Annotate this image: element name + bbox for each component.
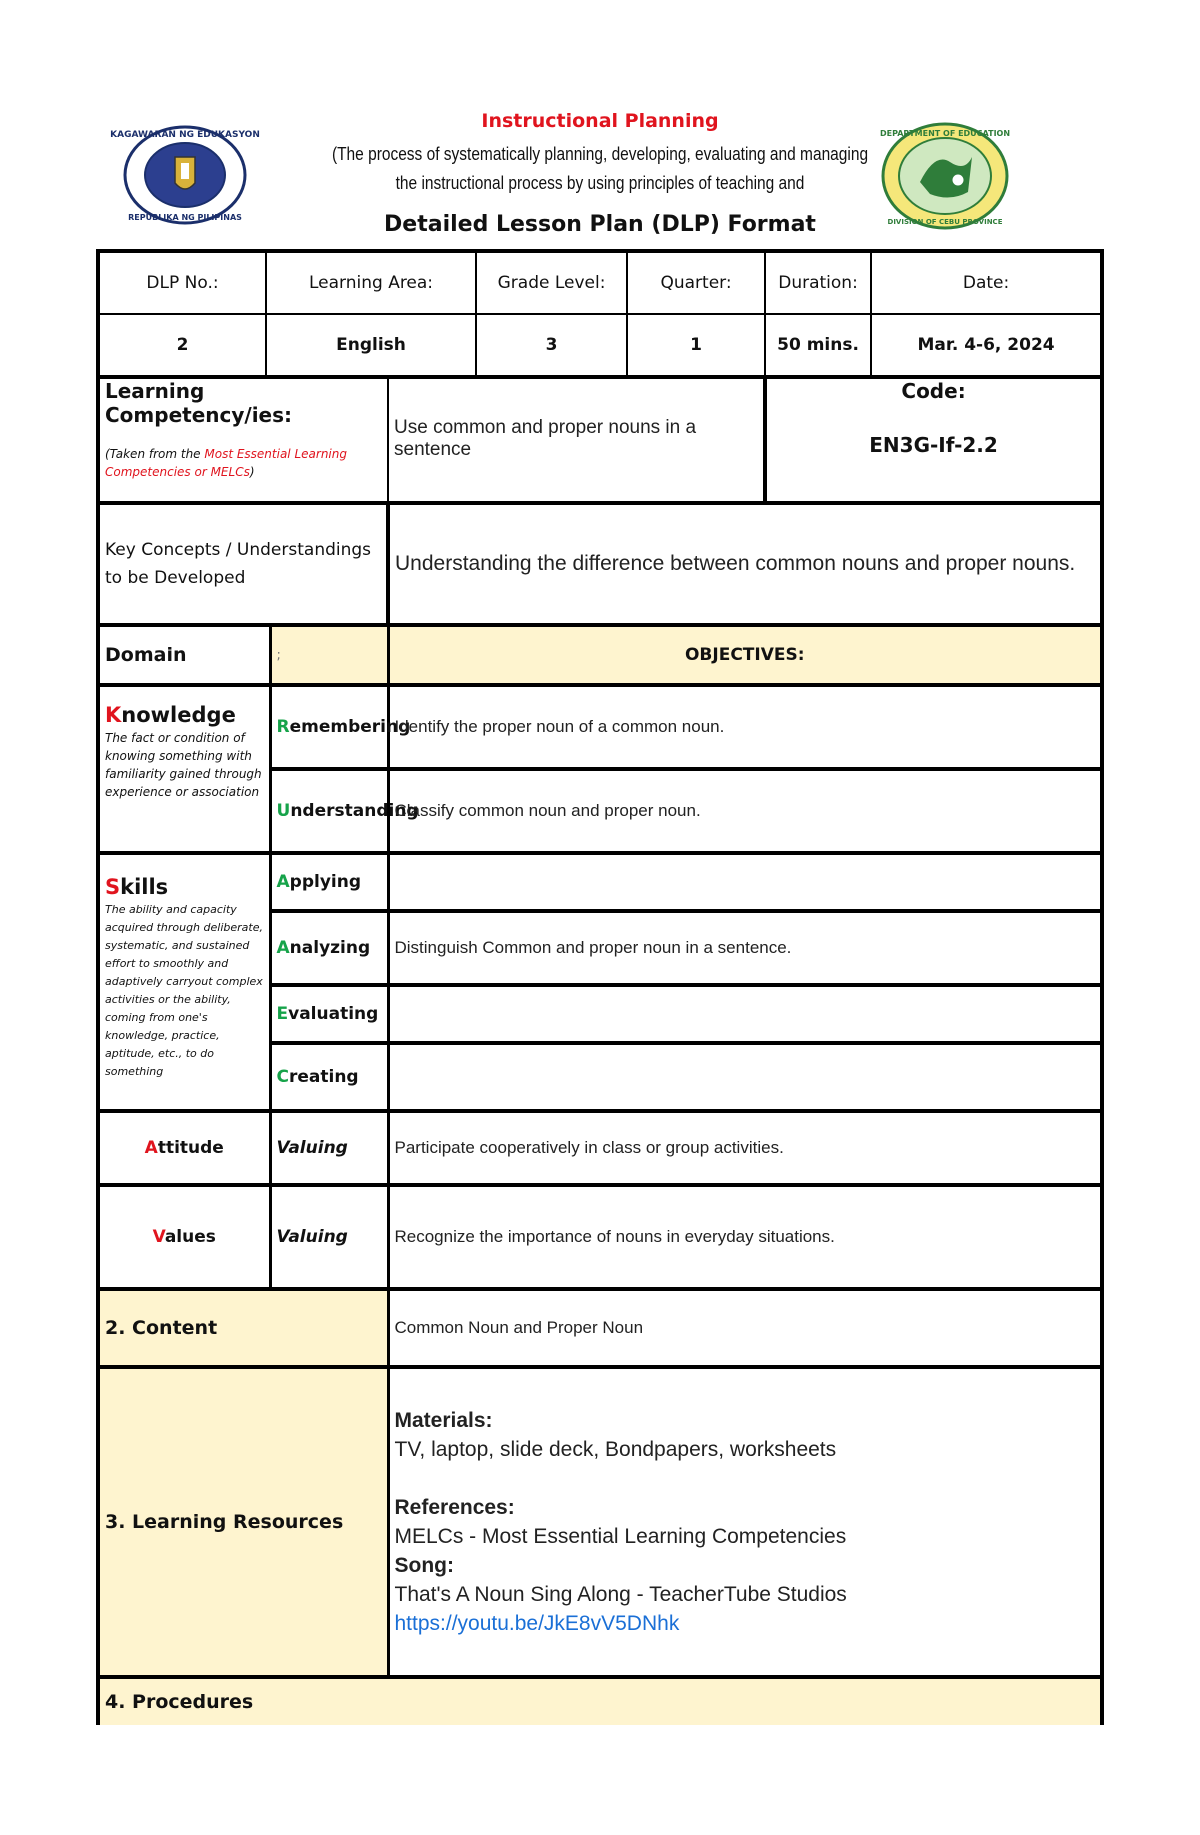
learning-area-value: English xyxy=(266,314,476,377)
date-header: Date: xyxy=(871,251,1102,314)
remembering-level: Remembering xyxy=(270,685,388,769)
code-cell xyxy=(765,377,1102,503)
song-label: Song: xyxy=(394,1554,454,1577)
quarter-value: 1 xyxy=(627,314,765,377)
understanding-level: Understanding xyxy=(270,769,388,853)
applying-level: Applying xyxy=(270,853,388,911)
content-row xyxy=(98,1289,1102,1367)
evaluating-objective xyxy=(388,985,1102,1043)
instructional-planning-title: Instructional Planning xyxy=(481,110,719,132)
svg-text:REPUBLIKA NG PILIPINAS: REPUBLIKA NG PILIPINAS xyxy=(128,213,242,222)
competency-label-cell xyxy=(98,377,388,503)
competency-text: Use common and proper nouns in a sentence xyxy=(388,377,765,503)
attitude-row xyxy=(98,1111,1102,1185)
materials-label: Materials: xyxy=(394,1409,493,1432)
content-label: 2. Content xyxy=(98,1289,388,1367)
svg-text:DIVISION OF CEBU PROVINCE: DIVISION OF CEBU PROVINCE xyxy=(887,218,1003,226)
knowledge-label: Knowledge xyxy=(105,703,236,727)
knowledge-remembering-row xyxy=(98,685,1102,769)
skills-description: The ability and capacity acquired through deliberate, systematic, and sustained effort to smoothly and adaptively carryout complex activities or the ability, coming from one's knowledge, practice, aptitude, etc., to do something xyxy=(105,903,263,1078)
dlp-no-value: 2 xyxy=(98,314,266,377)
analyzing-objective: Distinguish Common and proper noun in a sentence. xyxy=(388,911,1102,985)
content-text: Common Noun and Proper Noun xyxy=(388,1289,1102,1367)
attitude-domain: Attitude xyxy=(98,1111,270,1185)
remembering-objective: Identify the proper noun of a common noun. xyxy=(388,685,1102,769)
instructional-planning-description: (The process of systematically planning, developing, evaluating and managing the instructional process by using principles of teaching and xyxy=(331,144,869,193)
attitude-objective: Participate cooperatively in class or group activities. xyxy=(388,1111,1102,1185)
evaluating-level: Evaluating xyxy=(270,985,388,1043)
duration-value: 50 mins. xyxy=(765,314,871,377)
learning-resources-content xyxy=(388,1367,1102,1677)
code-value: EN3G-If-2.2 xyxy=(869,433,998,457)
svg-text:DEPARTMENT OF EDUCATION: DEPARTMENT OF EDUCATION xyxy=(879,129,1011,138)
values-row xyxy=(98,1185,1102,1289)
knowledge-description: The fact or condition of knowing something with familiarity gained through experience or association xyxy=(105,731,262,799)
svg-text:KAGAWARAN NG EDUKASYON: KAGAWARAN NG EDUKASYON xyxy=(110,130,260,140)
competency-row xyxy=(98,377,1102,503)
competency-label: Learning Competency/ies: xyxy=(105,379,293,427)
deped-seal-logo xyxy=(110,125,260,225)
references-label: References: xyxy=(394,1496,515,1519)
analyzing-level: Analyzing xyxy=(270,911,388,985)
domain-header-row xyxy=(98,625,1102,685)
quarter-header: Quarter: xyxy=(627,251,765,314)
values-objective: Recognize the importance of nouns in everyday situations. xyxy=(388,1185,1102,1289)
grade-level-value: 3 xyxy=(476,314,627,377)
learning-area-header: Learning Area: xyxy=(266,251,476,314)
knowledge-domain-cell xyxy=(98,685,270,853)
date-value: Mar. 4-6, 2024 xyxy=(871,314,1102,377)
code-label: Code: xyxy=(901,379,966,403)
grade-level-header: Grade Level: xyxy=(476,251,627,314)
key-concepts-row xyxy=(98,503,1102,625)
duration-header: Duration: xyxy=(765,251,871,314)
skills-domain-cell xyxy=(98,853,270,1111)
creating-level: Creating xyxy=(270,1043,388,1111)
procedures-label: 4. Procedures xyxy=(98,1677,1102,1725)
objectives-header: OBJECTIVES: xyxy=(388,625,1102,685)
competency-source-note: (Taken from the Most Essential Learning Competencies or MELCs) xyxy=(105,447,347,479)
domain-header: Domain xyxy=(98,625,270,685)
creating-objective xyxy=(388,1043,1102,1111)
dlp-no-header: DLP No.: xyxy=(98,251,266,314)
skills-applying-row xyxy=(98,853,1102,911)
song-link[interactable]: https://youtu.be/JkE8vV5DNhk xyxy=(394,1612,680,1635)
key-concepts-text: Understanding the difference between common nouns and proper nouns. xyxy=(388,503,1102,625)
attitude-level: Valuing xyxy=(270,1111,388,1185)
lesson-plan-table xyxy=(96,249,1104,1725)
procedures-row xyxy=(98,1677,1102,1725)
learning-resources-label: 3. Learning Resources xyxy=(98,1367,388,1677)
values-domain: Values xyxy=(98,1185,270,1289)
song-text: That's A Noun Sing Along - TeacherTube Studios xyxy=(394,1583,847,1606)
understanding-objective: Classify common noun and proper noun. xyxy=(388,769,1102,853)
learning-resources-row xyxy=(98,1367,1102,1677)
applying-objective xyxy=(388,853,1102,911)
dlp-format-title: Detailed Lesson Plan (DLP) Format xyxy=(384,212,816,237)
skills-label: Skills xyxy=(105,875,169,899)
info-value-row xyxy=(98,314,1102,377)
domain-level-header: ; xyxy=(270,625,388,685)
info-header-row xyxy=(98,251,1102,314)
references-text: MELCs - Most Essential Learning Competencies xyxy=(394,1525,847,1548)
materials-text: TV, laptop, slide deck, Bondpapers, worksheets xyxy=(394,1438,837,1461)
key-concepts-label: Key Concepts / Understandings to be Developed xyxy=(98,503,388,625)
values-level: Valuing xyxy=(270,1185,388,1289)
